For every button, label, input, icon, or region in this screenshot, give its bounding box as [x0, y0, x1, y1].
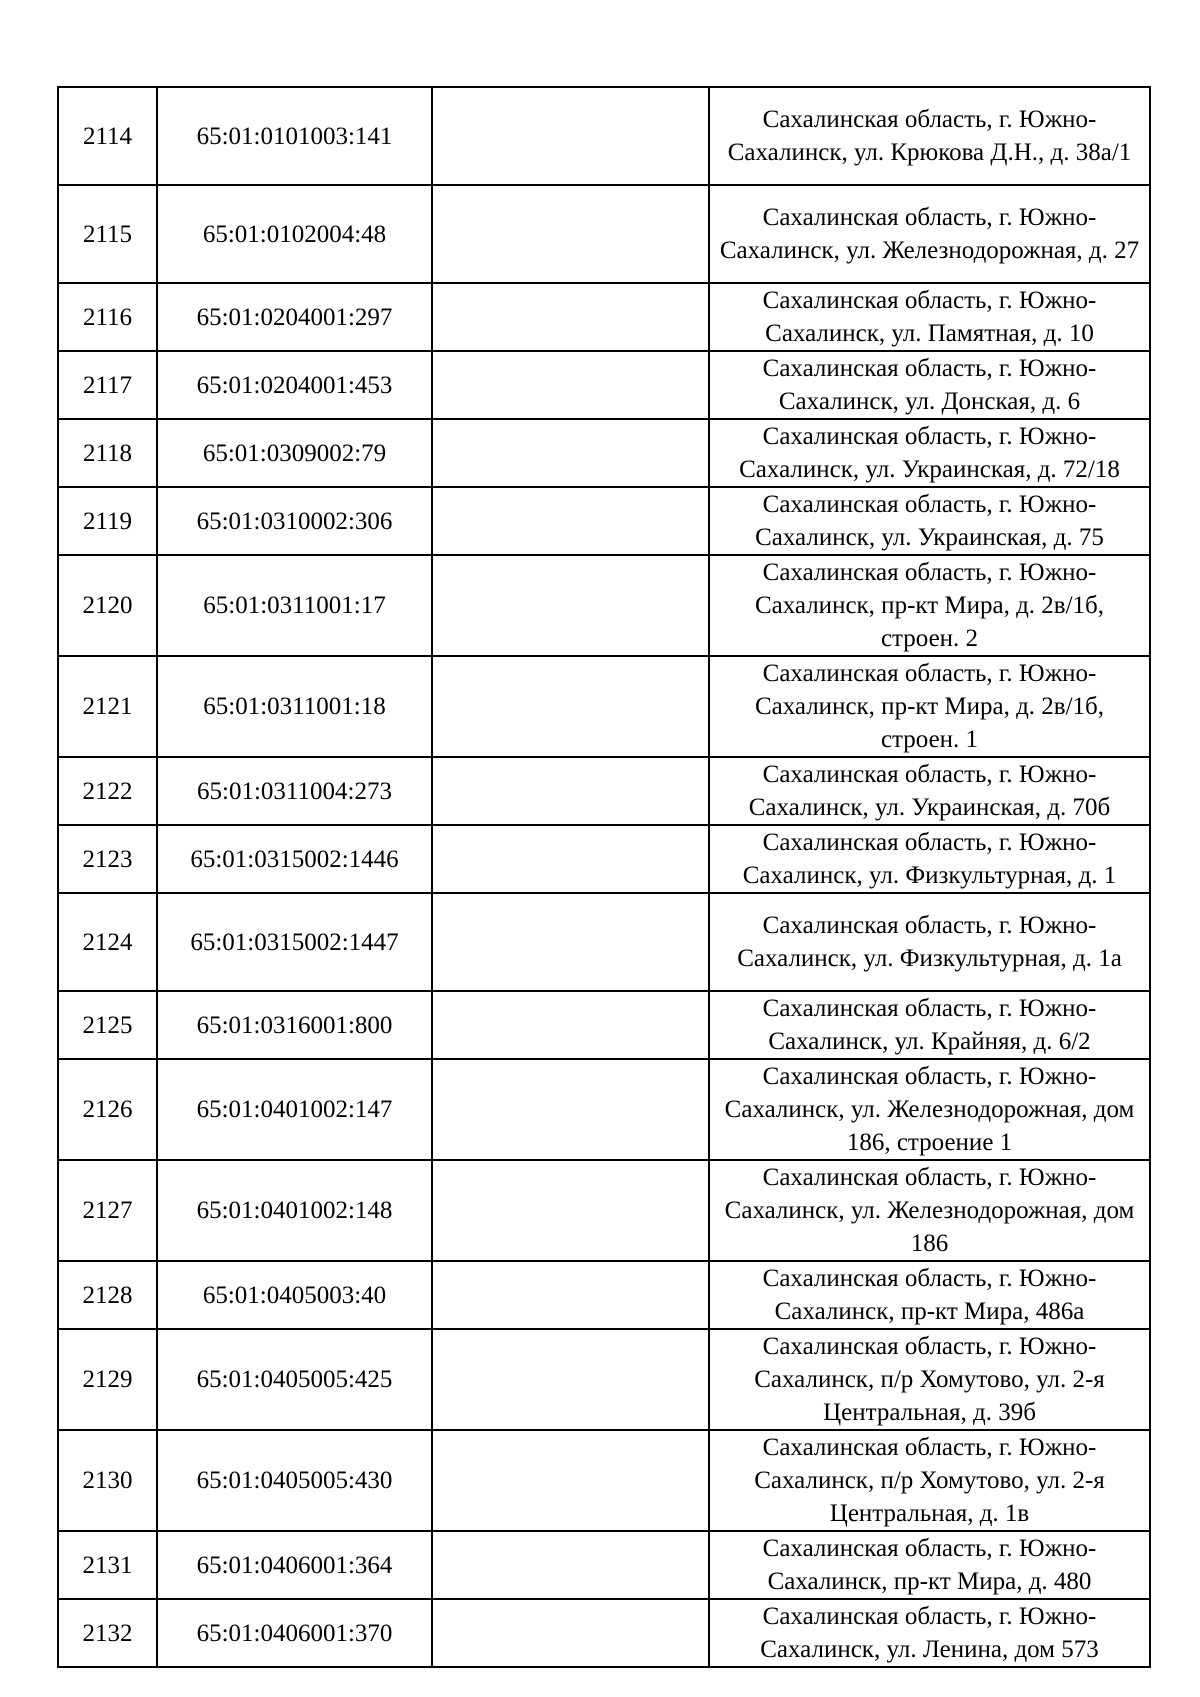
empty-cell — [432, 419, 709, 487]
table-row — [58, 1329, 1150, 1430]
table-row — [58, 1599, 1150, 1667]
cadastral-number-cell: 65:01:0204001:453 — [157, 351, 432, 419]
cadastral-number-cell: 65:01:0101003:141 — [157, 87, 432, 185]
row-number-cell: 2116 — [58, 283, 157, 351]
empty-cell — [432, 1261, 709, 1329]
cadastral-number-cell: 65:01:0311004:273 — [157, 757, 432, 825]
cadastral-number-cell: 65:01:0405003:40 — [157, 1261, 432, 1329]
empty-cell — [432, 185, 709, 283]
empty-cell — [432, 1160, 709, 1261]
empty-cell — [432, 1430, 709, 1531]
table-row — [58, 825, 1150, 893]
cadastral-number-cell: 65:01:0316001:800 — [157, 991, 432, 1059]
address-cell: Сахалинская область, г. Южно-Сахалинск, ул. Железнодорожная, дом 186, строение 1 — [709, 1059, 1150, 1160]
cadastral-number-cell: 65:01:0405005:425 — [157, 1329, 432, 1430]
address-cell: Сахалинская область, г. Южно-Сахалинск, пр-кт Мира, д. 2в/1б, строен. 2 — [709, 555, 1150, 656]
row-number-cell: 2123 — [58, 825, 157, 893]
empty-cell — [432, 283, 709, 351]
address-cell: Сахалинская область, г. Южно-Сахалинск, ул. Украинская, д. 75 — [709, 487, 1150, 555]
cadastral-number-cell: 65:01:0102004:48 — [157, 185, 432, 283]
address-cell: Сахалинская область, г. Южно-Сахалинск, ул. Физкультурная, д. 1а — [709, 893, 1150, 991]
address-cell: Сахалинская область, г. Южно-Сахалинск, пр-кт Мира, 486а — [709, 1261, 1150, 1329]
address-cell: Сахалинская область, г. Южно-Сахалинск, ул. Ленина, дом 573 — [709, 1599, 1150, 1667]
address-cell: Сахалинская область, г. Южно-Сахалинск, п/р Хомутово, ул. 2-я Центральная, д. 1в — [709, 1430, 1150, 1531]
row-number-cell: 2130 — [58, 1430, 157, 1531]
cadastral-number-cell: 65:01:0315002:1446 — [157, 825, 432, 893]
row-number-cell: 2125 — [58, 991, 157, 1059]
cadastral-number-cell: 65:01:0311001:17 — [157, 555, 432, 656]
cadastral-number-cell: 65:01:0315002:1447 — [157, 893, 432, 991]
row-number-cell: 2127 — [58, 1160, 157, 1261]
empty-cell — [432, 656, 709, 757]
cadastral-number-cell: 65:01:0406001:364 — [157, 1531, 432, 1599]
cadastral-number-cell: 65:01:0401002:148 — [157, 1160, 432, 1261]
empty-cell — [432, 1531, 709, 1599]
row-number-cell: 2118 — [58, 419, 157, 487]
row-number-cell: 2132 — [58, 1599, 157, 1667]
cadastral-number-cell: 65:01:0406001:370 — [157, 1599, 432, 1667]
table-row — [58, 1531, 1150, 1599]
address-cell: Сахалинская область, г. Южно-Сахалинск, ул. Физкультурная, д. 1 — [709, 825, 1150, 893]
empty-cell — [432, 1599, 709, 1667]
empty-cell — [432, 351, 709, 419]
table-row — [58, 1261, 1150, 1329]
address-cell: Сахалинская область, г. Южно-Сахалинск, пр-кт Мира, д. 480 — [709, 1531, 1150, 1599]
address-cell: Сахалинская область, г. Южно-Сахалинск, ул. Крюкова Д.Н., д. 38а/1 — [709, 87, 1150, 185]
row-number-cell: 2131 — [58, 1531, 157, 1599]
address-cell: Сахалинская область, г. Южно-Сахалинск, ул. Украинская, д. 70б — [709, 757, 1150, 825]
table-row — [58, 283, 1150, 351]
row-number-cell: 2128 — [58, 1261, 157, 1329]
table-row — [58, 893, 1150, 991]
row-number-cell: 2129 — [58, 1329, 157, 1430]
empty-cell — [432, 1329, 709, 1430]
table-row — [58, 1430, 1150, 1531]
empty-cell — [432, 87, 709, 185]
table-body — [58, 87, 1150, 1667]
cadastral-number-cell: 65:01:0204001:297 — [157, 283, 432, 351]
property-registry-table — [57, 86, 1151, 1668]
table-row — [58, 185, 1150, 283]
table-row — [58, 757, 1150, 825]
cadastral-number-cell: 65:01:0309002:79 — [157, 419, 432, 487]
table-row — [58, 351, 1150, 419]
table-row — [58, 419, 1150, 487]
row-number-cell: 2119 — [58, 487, 157, 555]
table-row — [58, 991, 1150, 1059]
empty-cell — [432, 487, 709, 555]
cadastral-number-cell: 65:01:0311001:18 — [157, 656, 432, 757]
table-row — [58, 87, 1150, 185]
address-cell: Сахалинская область, г. Южно-Сахалинск, ул. Памятная, д. 10 — [709, 283, 1150, 351]
address-cell: Сахалинская область, г. Южно-Сахалинск, ул. Крайняя, д. 6/2 — [709, 991, 1150, 1059]
empty-cell — [432, 757, 709, 825]
row-number-cell: 2121 — [58, 656, 157, 757]
row-number-cell: 2120 — [58, 555, 157, 656]
empty-cell — [432, 825, 709, 893]
address-cell: Сахалинская область, г. Южно-Сахалинск, пр-кт Мира, д. 2в/1б, строен. 1 — [709, 656, 1150, 757]
table-row — [58, 1160, 1150, 1261]
row-number-cell: 2124 — [58, 893, 157, 991]
empty-cell — [432, 893, 709, 991]
address-cell: Сахалинская область, г. Южно-Сахалинск, п/р Хомутово, ул. 2-я Центральная, д. 39б — [709, 1329, 1150, 1430]
row-number-cell: 2114 — [58, 87, 157, 185]
table-row — [58, 1059, 1150, 1160]
row-number-cell: 2117 — [58, 351, 157, 419]
row-number-cell: 2126 — [58, 1059, 157, 1160]
address-cell: Сахалинская область, г. Южно-Сахалинск, ул. Донская, д. 6 — [709, 351, 1150, 419]
table-row — [58, 555, 1150, 656]
address-cell: Сахалинская область, г. Южно-Сахалинск, ул. Железнодорожная, д. 27 — [709, 185, 1150, 283]
cadastral-number-cell: 65:01:0310002:306 — [157, 487, 432, 555]
empty-cell — [432, 1059, 709, 1160]
table-row — [58, 487, 1150, 555]
empty-cell — [432, 555, 709, 656]
cadastral-number-cell: 65:01:0405005:430 — [157, 1430, 432, 1531]
row-number-cell: 2122 — [58, 757, 157, 825]
table-row — [58, 656, 1150, 757]
address-cell: Сахалинская область, г. Южно-Сахалинск, ул. Железнодорожная, дом 186 — [709, 1160, 1150, 1261]
address-cell: Сахалинская область, г. Южно-Сахалинск, ул. Украинская, д. 72/18 — [709, 419, 1150, 487]
row-number-cell: 2115 — [58, 185, 157, 283]
empty-cell — [432, 991, 709, 1059]
cadastral-number-cell: 65:01:0401002:147 — [157, 1059, 432, 1160]
